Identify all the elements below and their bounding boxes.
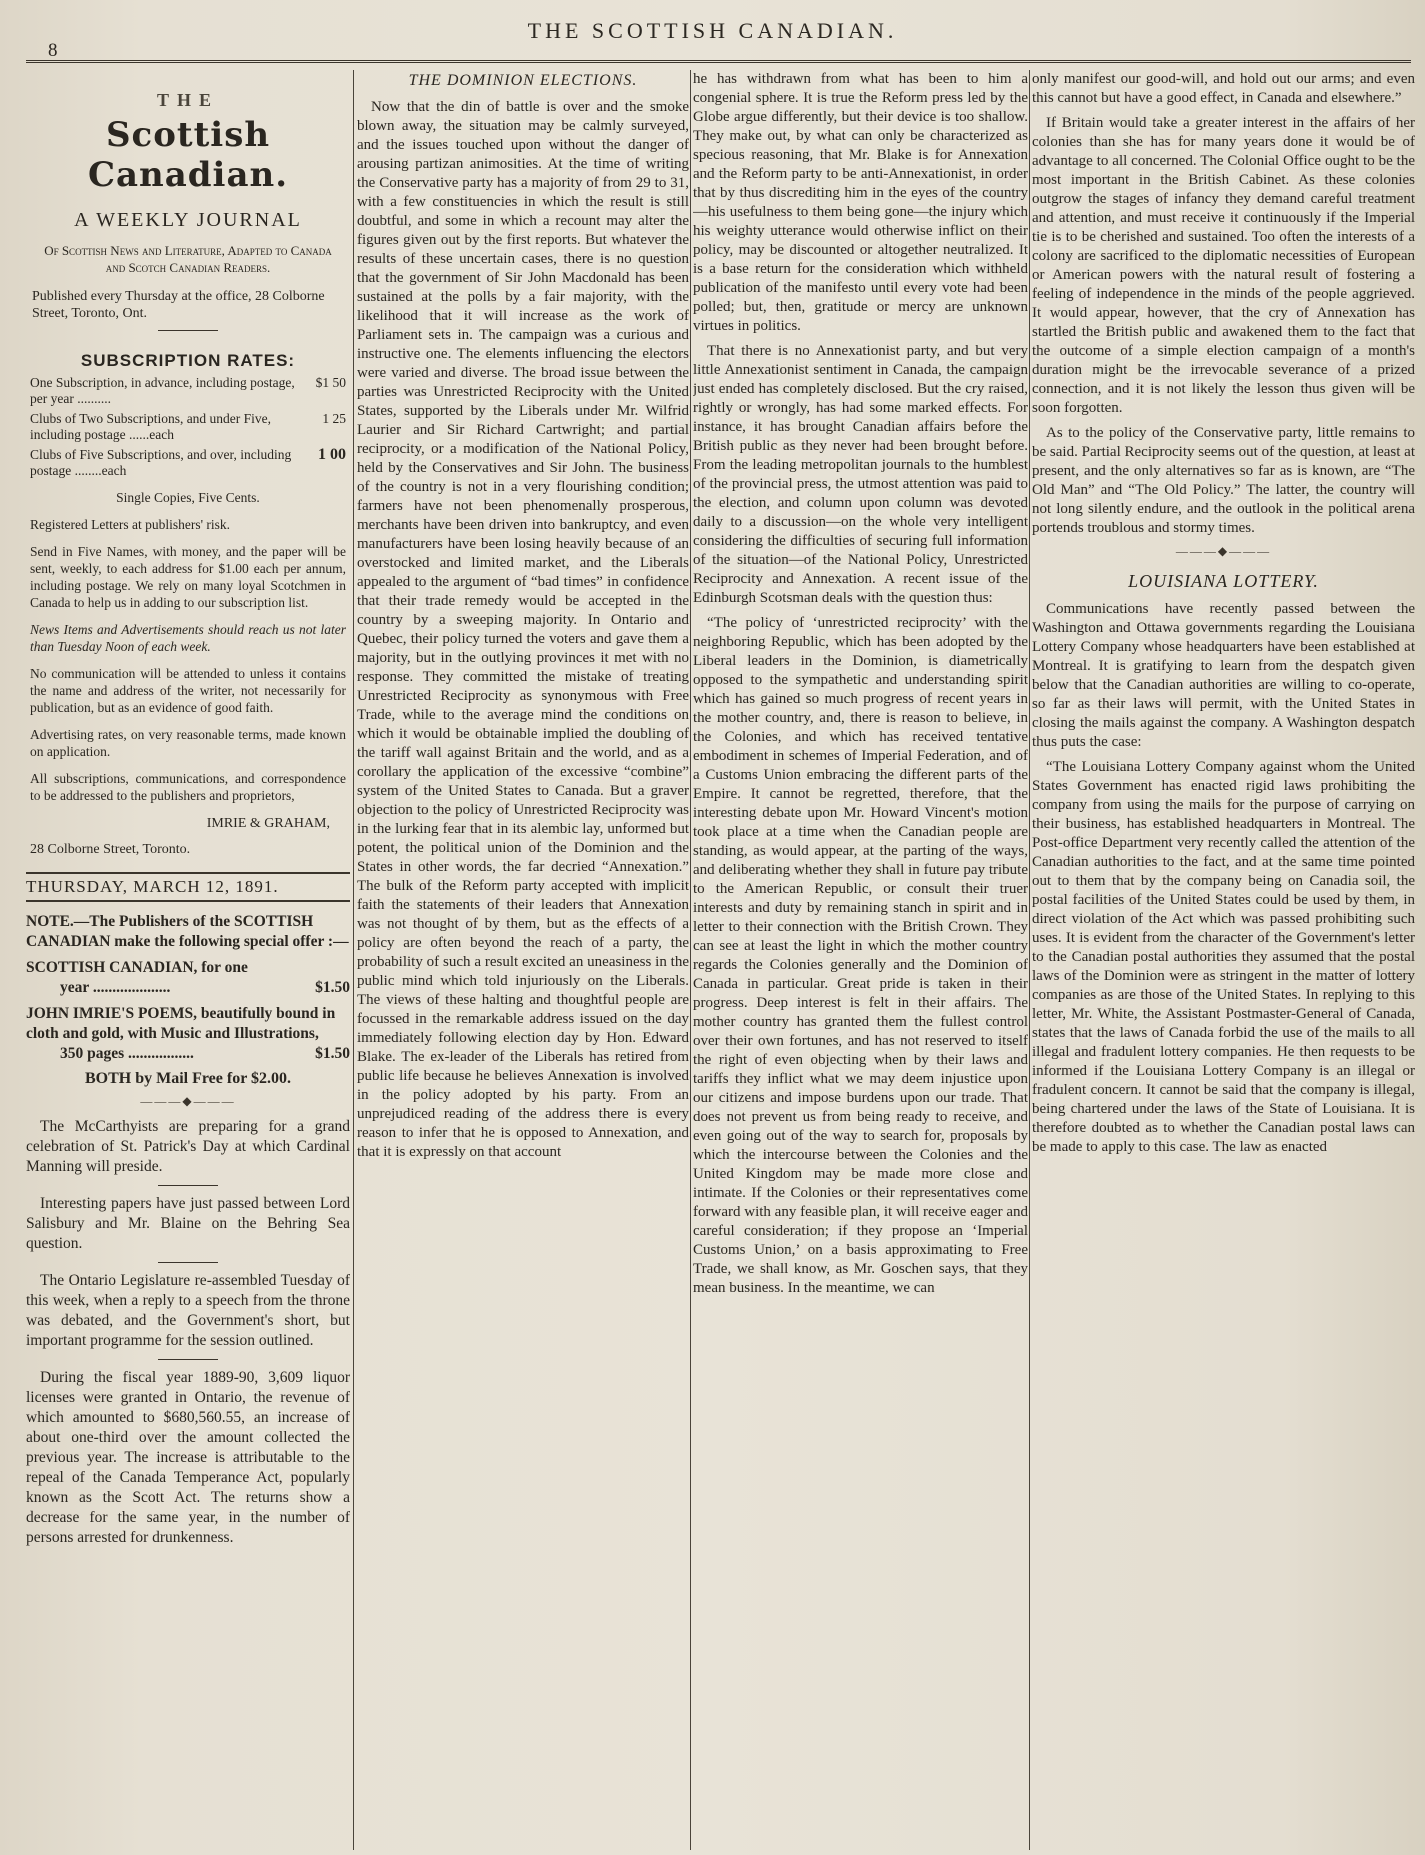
publisher-address: 28 Colborne Street, Toronto. (30, 842, 191, 857)
article-paragraph: he has withdrawn from what has been to him a congenial sphere. It is true the Reform press led by the Globe argue differently, but their device is too shallow. They make out, by what can only be characterized as specious reasoning, that Mr. Blake is for Annexation and the Reform party to be anti-Annexationist, in order that by thus discrediting him in the eyes of the country—his usefulness to them being gone—the injury which his weighty utterance would otherwise inflict on their policy, may be discounted or altogether neutralized. It is a base return for the consideration which withheld publication of the manifesto until every vote had been polled; but, then, gratitude or mercy are unknown virtues in politics. (693, 71, 1028, 334)
article-title: THE DOMINION ELECTIONS. (408, 72, 638, 89)
article-quote: “The policy of ‘unrestricted reciprocity’ with the neighboring Republic, which has been adopted by the Liberal leaders in the Dominion, is diametrically opposed to the sympathetic and understanding spirit which has gained so much progress of recent years in the mother country, and, there is reason to believe, in the Colonies, and which has received tentative embodiment in schemes of Imperial Federation, and of a Customs Union embracing the different parts of the Empire. It cannot be regretted, therefore, that the interesting debate upon Mr. Howard Vincent's motion took place at a time when the Canadian people are standing, as would appear, at the parting of the ways, and deliberating whether they shall in future pay tribute to the American Republic, or consult their truer interests and duty by remaining stanch in spirit and in letter to their connection with the British Crown. They can see at least the light in which the mother country regards the Colonies generally and the Dominion of Canada in particular. Great pride is taken in their progress. Deep interest is felt in their affairs. The mother country has granted them the fullest control over their own fortunes, and has not reserved to itself the right of even objecting when by their laws and tariffs they inflict what we may deem injustice upon our citizens and impose burdens upon our trade. That does not prevent us from being ready to receive, and even going out of the way to search for, proposals by which the intercourse between the Colonies and the United Kingdom may be made more close and intimate. If the Colonies or their representatives come forward with any feasible plan, it will receive eager and careful consideration; if they propose an ‘Imperial Customs Union,’ on a basis approximating to Free Trade, we shall know, as Mr. Goschen says, that they mean business. In the meantime, we can (693, 615, 1028, 1296)
column-divider (1029, 70, 1030, 1850)
single-copies: Single Copies, Five Cents. (116, 490, 260, 505)
offer-price-row (26, 1044, 350, 1064)
dateline: THURSDAY, MARCH 12, 1891. (26, 872, 350, 902)
ornament-divider: ———◆——— (140, 1094, 236, 1108)
column-divider (353, 70, 354, 1850)
news-item: The McCarthyists are preparing for a grand celebration of St. Patrick's Day at which Cardinal Manning will preside. (26, 1118, 350, 1175)
rate-label: Clubs of Two Subscriptions, and under Five, including postage ......each (30, 411, 272, 442)
article-paragraph: only manifest our good-will, and hold out our arms; and even this cannot but have a good effect, in Canada and elsewhere.” (1032, 71, 1415, 106)
offer-item (26, 1004, 350, 1064)
article-paragraph: If Britain would take a greater interest in the affairs of her colonies than she has for many years done it would be of advantage to all concerned. The Colonial Office ought to be the most important in the British Cabinet. As these colonies outgrow the stages of infancy they demand careful treatment and attention, and must receive it continuously if the Imperial tie is to be cherished and sustained. Too often the interests of a colony are sacrificed to the diplomatic necessities of European or American powers with the natural result of fostering a feeling of independence in the minds of the people aggrieved. It would appear, however, that the cry of Annexation has startled the British public and awakened them to the fact that the outcome of a simple election campaign of a month's duration might be the irrevocable severance of a prized connection, and it is not likely the lesson thus given will be soon forgotten. (1032, 115, 1415, 416)
communication-note: No communication will be attended to unless it contains the name and address of the writer, not necessarily for publication, but as an evidence of good faith. (30, 666, 346, 715)
five-names-offer: Send in Five Names, with money, and the paper will be sent, weekly, to each address for $1.00 each per annum, including postage. We rely on many loyal Scotchmen in Canada to help us in adding to our subscription list. (30, 544, 346, 610)
divider (158, 330, 218, 331)
rate-amount: 1 00 (318, 446, 346, 463)
offer-price: $1.50 (315, 1045, 350, 1062)
offer-price: $1.50 (315, 979, 350, 996)
offer-title: SCOTTISH CANADIAN, for one (26, 959, 248, 976)
rate-amount: 1 25 (322, 411, 346, 426)
offer-leader: 350 pages ................. (60, 1045, 194, 1062)
registered-letters: Registered Letters at publishers' risk. (30, 517, 231, 532)
divider (158, 1262, 218, 1263)
news-item: During the fiscal year 1889-90, 3,609 liquor licenses were granted in Ontario, the revenue of which amounted to $680,560.55, an increase of about one-third over the amount collected the previous year. The increase is attributable to the repeal of the Canada Temperance Act, popularly known as the Scott Act. The returns show a decrease for the same year, in the number of persons arrested for drunkenness. (26, 1369, 350, 1546)
article-paragraph: Now that the din of battle is over and the smoke blown away, the situation may be calmly surveyed, and the issues touched upon without the danger of arousing partizan animosities. At the time of writing the Conservative party has a majority of from 29 to 31, with a few constituencies in which the result is still doubtful, and some in which a recount may alter the figures given out by the first reports. But whatever the results of these uncertain cases, there is no question that the government of Sir John Macdonald has been sustained at the polls by a fair majority, with the likelihood that it will increase as the work of Parliament sets in. The campaign was a curious and instructive one. The elements influencing the electors were varied and diverse. The broad issue between the parties was Unrestricted Reciprocity with the United States, supported by the Liberals under Mr. Wilfrid Laurier and Sir Richard Cartwright; and partial reciprocity, or a modification of the National Policy, held by the Conservatives and Sir John. The business of the country is not in a very flourishing condition; farmers have not been phenomenally prosperous, merchants have been driven into bankruptcy, and even manufacturers have been losing heavily because of an overstocked and limited market, and the Liberals appealed to the argument of “bad times” in confidence that their trade remedy would be accepted in the country by a sweeping majority. In Ontario and Quebec, their policy turned the voters and gave them a majority, but in the outlying provinces it met with no response. They committed the mistake of treating Unrestricted Reciprocity as synonymous with Free Trade, while to the average mind the conditions on which it would be obtainable implied the doubling of the tariff wall against Britain and the world, and as a corollary the application of the excessive “combine” system of the United States to Canada. But a graver objection to the policy of Unrestricted Reciprocity was in the lurking fear that in its alembic lay, unformed but potent, the political union of the Dominion and the States in other words, the far decried “Annexation.” The bulk of the Reform party accepted with implicit faith the statements of their leaders that Annexation was not thought of by them, but as the effects of a policy are often beyond the reach of a party, the probability of such a result excited an uneasiness in the public mind which told injuriously on the Liberals. The views of these halting and thoughtful people are focussed in the remarkable address issued on the day immediately following election day by Hon. Edward Blake. The ex-leader of the Liberals has retired from public life because he believes Annexation is involved in the policy adopted by his party. From an unprejudiced reading of the address there is every reason to infer that he is opposed to Annexation, and that it is expressly on that account (357, 99, 689, 1160)
article-paragraph: As to the policy of the Conservative party, little remains to be said. Partial Reciprocity seems out of the question, at least at present, and the only alternatives so far as is known, are “The Old Man” and “The Old Policy.” The latter, the country will not long silently endure, and the outlook in the political arena portends troublous and stormy times. (1032, 425, 1415, 536)
masthead-description: Of Scottish News and Literature, Adapted to Canada and Scotch Canadian Readers. (44, 243, 332, 275)
column-masthead (26, 70, 350, 1850)
column-editorial (357, 70, 689, 1850)
offer-item (26, 958, 350, 998)
advertising-note: Advertising rates, on very reasonable terms, made known on application. (30, 727, 346, 759)
publication-info: Published every Thursday at the office, 28 Colborne Street, Toronto, Ont. (32, 289, 325, 321)
rate-amount: $1 50 (315, 375, 346, 390)
column-lottery (1032, 70, 1415, 1850)
masthead-subtitle: A WEEKLY JOURNAL (74, 209, 302, 231)
offer-leader: year .................... (60, 979, 171, 996)
divider (158, 1185, 218, 1186)
masthead-the: THE (156, 90, 219, 110)
offer-title: JOHN IMRIE'S POEMS, beautifully bound in cloth and gold, with Music and Illustrations, (26, 1005, 336, 1042)
publisher-name: IMRIE & GRAHAM, (206, 816, 330, 831)
rate-row (26, 375, 350, 407)
offer-price-row (26, 978, 350, 998)
rate-row (26, 447, 350, 479)
rates-heading: SUBSCRIPTION RATES: (80, 351, 296, 370)
article-paragraph: Communications have recently passed between the Washington and Ottawa governments regarding the Louisiana Lottery Company whose headquarters have been established at Montreal. It is gratifying to learn from the despatch given below that the Canadian authorities are willing to co-operate, so far as their laws will permit, with the United States in closing the mails against the company. A Washington despatch thus puts the case: (1032, 601, 1415, 750)
divider (158, 1359, 218, 1360)
article-paragraph: That there is no Annexationist party, and but very little Annexationist sentiment in Canada, the campaign just ended has completely disclosed. But the cry raised, rightly or wrongly, has had some marked effects. For instance, it has brought Canadian affairs before the British public as they never had been brought before. From the leading metropolitan journals to the humblest of the provincial press, the utmost attention was paid to the election, and column upon column was devoted daily to a discussion—on the whole very intelligent considering the difficulties of securing full information of the situation—of the National Policy, Unrestricted Reciprocity and Annexation. A recent issue of the Edinburgh Scotsman deals with the question thus: (693, 343, 1028, 606)
rate-row (26, 411, 350, 443)
article-title: LOUISIANA LOTTERY. (1128, 571, 1319, 591)
rate-label: One Subscription, in advance, including postage, per year .......... (30, 375, 295, 406)
masthead-title: Scottish Canadian. (87, 115, 289, 195)
news-items-note: News Items and Advertisements should reach us not later than Tuesday Noon of each week. (30, 622, 346, 654)
ornament-divider: ———◆——— (1175, 544, 1272, 558)
header-rule (26, 60, 1411, 63)
news-item: Interesting papers have just passed between Lord Salisbury and Mr. Blaine on the Behring Sea question. (26, 1195, 350, 1252)
offer-both: BOTH by Mail Free for $2.00. (84, 1070, 292, 1087)
column-editorial-continued (693, 70, 1028, 1850)
rate-label: Clubs of Five Subscriptions, and over, including postage ........each (30, 447, 292, 478)
column-divider (690, 70, 691, 1850)
running-head: THE SCOTTISH CANADIAN. (527, 18, 898, 43)
special-offer-note: NOTE.—The Publishers of the SCOTTISH CANADIAN make the following special offer :— (26, 913, 349, 950)
page-number: 8 (48, 40, 58, 61)
news-item: The Ontario Legislature re-assembled Tuesday of this week, when a reply to a speech from the throne was debated, and the Government's short, but important programme for the session outlined. (26, 1272, 350, 1349)
subscriptions-note: All subscriptions, communications, and correspondence to be addressed to the publishers and proprietors, (30, 771, 346, 803)
article-quote: “The Louisiana Lottery Company against whom the United States Government has enacted rigid laws prohibiting the company from using the mails for the purpose of carrying on their business, has established headquarters in Montreal. The Post-office Department very recently called the attention of the Canadian authorities to the fact, and at the same time pointed out to them that by the company being on Canadia soil, the postal facilities of the United States could be used by them, in direct violation of the Act which was passed prohibiting such uses. It is evident from the character of the Government's letter to the Canadian postal authorities they assumed that the postal laws of the Dominion were as stringent in the matter of lottery companies as are those of the United States. In replying to this letter, Mr. White, the Assistant Postmaster-General of Canada, states that the laws of Canada forbid the use of the mails to all illegal and fradulent lottery companies. He then requests to be informed if the Louisiana Lottery Company is an illegal or fradulent concern. It cannot be said that the company is illegal, being chartered under the laws of the State of Louisiana. It is therefore doubted as to whether the Canadian postal laws can be made to apply to this case. The law as enacted (1032, 759, 1415, 1155)
